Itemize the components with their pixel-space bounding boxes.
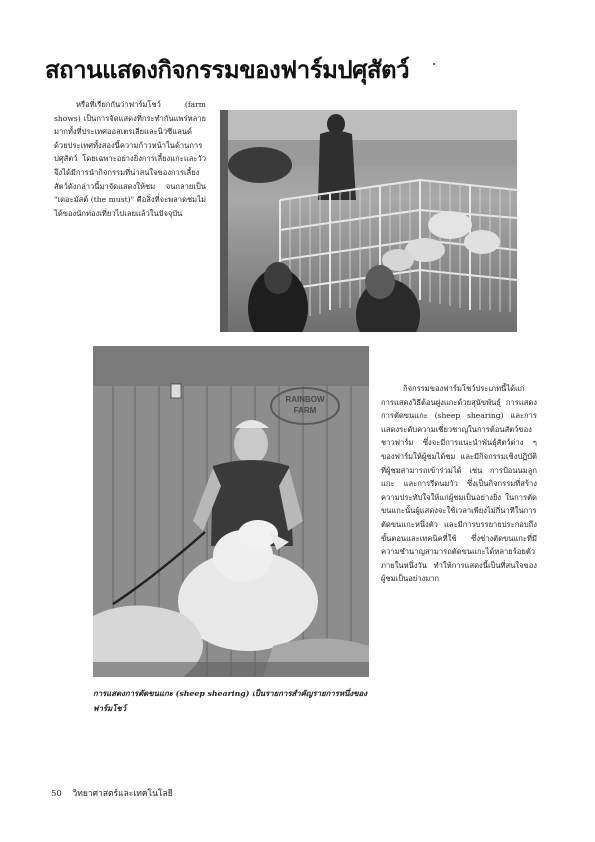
decorative-dot: [433, 63, 435, 65]
body-text-column: [381, 382, 537, 586]
sheep-shearing-image: [93, 346, 369, 677]
photo-caption: การแสดงการตัดขนแกะ (sheep shearing) เป็นรายการสำคัญรายการหนึ่งของฟาร์มโชว์: [93, 689, 368, 713]
page-footer: [51, 786, 181, 800]
body-paragraph: กิจกรรมของฟาร์มโชว์ประเภทนี้ได้แก่การแสดงวิธีต้อนฝูงแกะด้วยสุนัขพันธุ์ การแสดงการตัดขนแกะ (sheep shearing) และการแสดงระดับความเชี่ยวชาญในการต้อนสัตว์ของชาวฟาร์ม ซึ่งจะมีการแนะนำพันธุ์สัตว์ต่าง ๆ ของฟาร์มให้ผู้ชมได้ชม และมีกิจกรรมเชิงปฏิบัติที่ผู้ชมสามารถเข้าร่วมได้ เช่น การป้อนนมลูกแกะ และการรีดนมวัว ซึ่งเป็นกิจกรรมที่สร้างความประทับใจให้แก่ผู้ชมเป็นอย่างยิ่ง ในการตัดขนแกะนั้นผู้แสดงจะใช้เวลาเพียงไม่กี่นาทีในการตัดขนแกะหนึ่งตัว และมีการบรรยายประกอบถึงขั้นตอนและเทคนิคที่ใช้ ซึ่งช่างตัดขนแกะที่มีความชำนาญสามารถตัดขนแกะได้หลายร้อยตัวภายในหนึ่งวัน ทำให้การแสดงนี้เป็นที่สนใจของผู้ชมเป็นอย่างมาก: [381, 384, 537, 584]
svg-text:FARM: FARM: [293, 406, 317, 415]
svg-text:RAINBOW: RAINBOW: [285, 395, 325, 404]
page-number: 50: [51, 789, 62, 799]
intro-paragraph: หรือที่เรียกกันว่าฟาร์มโชว์ (farm shows) เป็นการจัดแสดงที่กระทำกันแพร่หลายมากทั้งที่ประเทศออสเตรเลียและนิวซีแลนด์ ด้วยประเทศทั้งสองนี้ความก้าวหน้าในด้านการปศุสัตว์ โดยเฉพาะอย่างยิ่งการเลี้ยงแกะและวัว จึงได้มีการนำกิจกรรมที่น่าสนใจของการเลี้ยงสัตว์ดังกล่าวนี้มาจัดแสดงให้ชม จนกลายเป็น "เดอะมัสต์ (the must)" คือสิ่งที่จะพลาดชมไม่ได้ของนักท่องเที่ยวไปเลยแล้วในปัจจุบัน: [54, 100, 206, 218]
photo-sheep-shearing: [93, 346, 369, 677]
photo-sheep-pens: [220, 110, 517, 332]
sheep-pens-image: [220, 110, 517, 332]
intro-text-column: [54, 98, 206, 220]
magazine-name: วิทยาศาสตร์และเทคโนโลยี: [72, 789, 173, 799]
page-title: สถานแสดงกิจกรรมของฟาร์มปศุสัตว์: [45, 56, 410, 84]
